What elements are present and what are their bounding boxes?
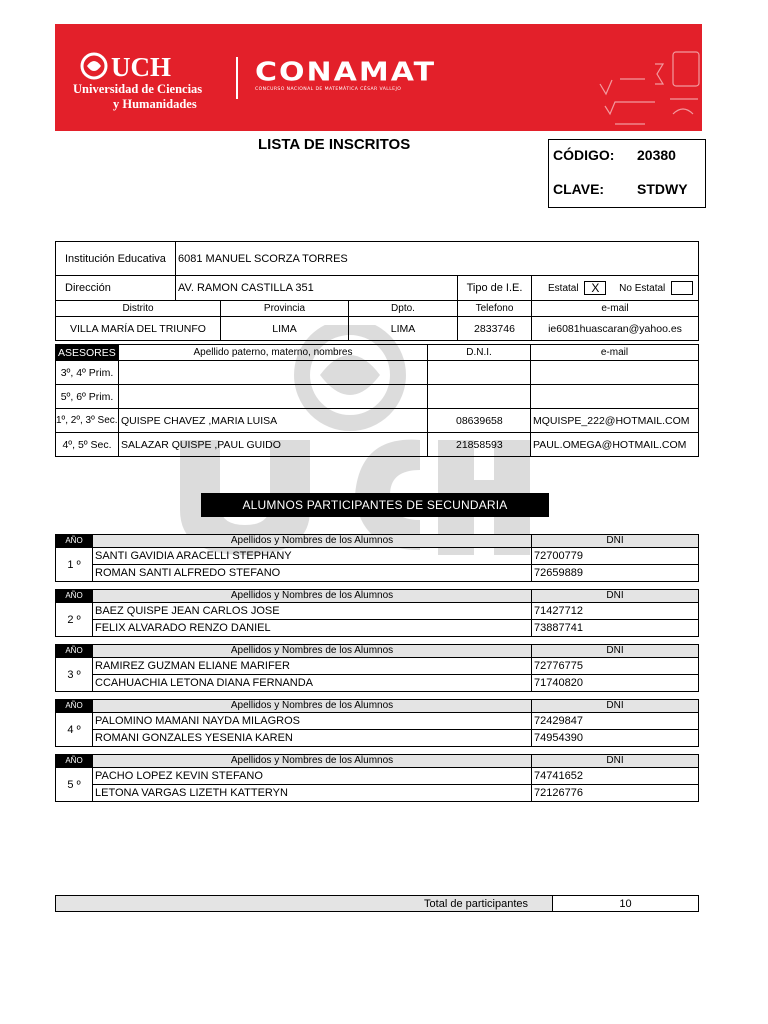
section-title: ALUMNOS PARTICIPANTES DE SECUNDARIA [201, 493, 549, 517]
conamat-name: CONAMAT [255, 57, 437, 88]
ie-row [56, 242, 699, 276]
student-name: ROMANI GONZALES YESENIA KAREN [93, 730, 532, 747]
asesor-dni: 08639658 [428, 409, 531, 433]
names-header: Apellidos y Nombres de los Alumnos [93, 700, 532, 713]
dpto-header: Dpto. [349, 301, 458, 317]
distrito-header: Distrito [56, 301, 221, 317]
student-row [56, 768, 699, 785]
anio-header: AÑO [56, 590, 93, 603]
clave-label: CLAVE: [553, 181, 605, 197]
provincia-header: Provincia [221, 301, 349, 317]
asesores-label: ASESORES [56, 345, 119, 361]
asesor-row [56, 409, 699, 433]
student-dni: 71427712 [532, 603, 699, 620]
no-estatal-checkbox[interactable] [671, 281, 693, 295]
uch-line-2: y Humanidades [113, 97, 197, 111]
student-dni: 72429847 [532, 713, 699, 730]
student-row [56, 730, 699, 747]
student-dni: 72659889 [532, 565, 699, 582]
student-dni: 73887741 [532, 620, 699, 637]
grade-header-row [56, 645, 699, 658]
no-estatal-label: No Estatal [619, 282, 666, 294]
student-row [56, 785, 699, 802]
asesor-name [119, 361, 428, 385]
asesor-email-header: e-mail [531, 345, 699, 361]
ie-value: 6081 MANUEL SCORZA TORRES [176, 242, 699, 276]
dni-header: DNI [532, 755, 699, 768]
student-name: LETONA VARGAS LIZETH KATTERYN [93, 785, 532, 802]
dpto-value: LIMA [349, 317, 458, 341]
asesor-level: 3º, 4º Prim. [56, 361, 119, 385]
asesor-name: SALAZAR QUISPE ,PAUL GUIDO [119, 433, 428, 457]
asesor-row [56, 361, 699, 385]
asesor-email: PAUL.OMEGA@HOTMAIL.COM [531, 433, 699, 457]
student-dni: 72776775 [532, 658, 699, 675]
asesor-level: 4º, 5º Sec. [56, 433, 119, 457]
estatal-label: Estatal [548, 282, 579, 294]
grade-header-row [56, 590, 699, 603]
asesores-header-row [56, 345, 699, 361]
asesor-row [56, 433, 699, 457]
header-banner [55, 24, 702, 131]
estatal-checkbox[interactable]: X [584, 281, 606, 295]
direccion-value: AV. RAMON CASTILLA 351 [176, 276, 458, 301]
grade-4-table [55, 699, 699, 747]
anio-header: AÑO [56, 755, 93, 768]
uch-emblem-icon [77, 52, 111, 80]
student-row [56, 675, 699, 692]
asesor-dni: 21858593 [428, 433, 531, 457]
dni-header: DNI [532, 590, 699, 603]
grade-header-row [56, 755, 699, 768]
tipo-ie-label: Tipo de I.E. [458, 276, 532, 301]
grade-3-table [55, 644, 699, 692]
asesor-level: 5º, 6º Prim. [56, 385, 119, 409]
grade-label: 2 º [56, 603, 93, 637]
total-row [56, 896, 699, 912]
location-header-row [56, 301, 699, 317]
telefono-header: Telefono [458, 301, 532, 317]
student-name: RAMIREZ GUZMAN ELIANE MARIFER [93, 658, 532, 675]
codigo-value: 20380 [637, 147, 676, 163]
asesor-level: 1º, 2º, 3º Sec. [56, 409, 119, 433]
grade-label: 1 º [56, 548, 93, 582]
total-table [55, 895, 699, 912]
student-dni: 72126776 [532, 785, 699, 802]
asesor-dni [428, 361, 531, 385]
student-row [56, 603, 699, 620]
student-name: PACHO LOPEZ KEVIN STEFANO [93, 768, 532, 785]
dni-header: DNI [532, 700, 699, 713]
grade-label: 4 º [56, 713, 93, 747]
total-label: Total de participantes [56, 896, 553, 912]
code-box [548, 139, 706, 208]
anio-header: AÑO [56, 645, 93, 658]
student-row [56, 565, 699, 582]
names-header: Apellidos y Nombres de los Alumnos [93, 590, 532, 603]
math-formula-decoration-icon [595, 44, 702, 131]
asesor-name [119, 385, 428, 409]
asesor-row [56, 385, 699, 409]
uch-logo [71, 50, 231, 110]
provincia-value: LIMA [221, 317, 349, 341]
distrito-value: VILLA MARÍA DEL TRIUNFO [56, 317, 221, 341]
student-name: ROMAN SANTI ALFREDO STEFANO [93, 565, 532, 582]
codigo-label: CÓDIGO: [553, 147, 615, 163]
asesor-dni-header: D.N.I. [428, 345, 531, 361]
grade-header-row [56, 535, 699, 548]
asesor-email [531, 361, 699, 385]
asesores-table [55, 344, 699, 457]
asesor-name-header: Apellido paterno, materno, nombres [119, 345, 428, 361]
asesor-email: MQUISPE_222@HOTMAIL.COM [531, 409, 699, 433]
grade-2-table [55, 589, 699, 637]
banner-divider [236, 57, 238, 99]
direccion-row [56, 276, 699, 301]
names-header: Apellidos y Nombres de los Alumnos [93, 755, 532, 768]
asesor-name: QUISPE CHAVEZ ,MARIA LUISA [119, 409, 428, 433]
grade-label: 3 º [56, 658, 93, 692]
dni-header: DNI [532, 645, 699, 658]
student-dni: 74954390 [532, 730, 699, 747]
names-header: Apellidos y Nombres de los Alumnos [93, 535, 532, 548]
student-name: SANTI GAVIDIA ARACELLI STEPHANY [93, 548, 532, 565]
location-values-row [56, 317, 699, 341]
student-row [56, 548, 699, 565]
conamat-logo [255, 57, 437, 92]
grade-1-table [55, 534, 699, 582]
clave-value: STDWY [637, 181, 688, 197]
dni-header: DNI [532, 535, 699, 548]
student-dni: 72700779 [532, 548, 699, 565]
names-header: Apellidos y Nombres de los Alumnos [93, 645, 532, 658]
asesor-email [531, 385, 699, 409]
conamat-subtitle: CONCURSO NACIONAL DE MATEMÁTICA CÉSAR VALLEJO [255, 87, 402, 92]
student-name: BAEZ QUISPE JEAN CARLOS JOSE [93, 603, 532, 620]
anio-header: AÑO [56, 535, 93, 548]
student-name: FELIX ALVARADO RENZO DANIEL [93, 620, 532, 637]
institution-table [55, 241, 699, 341]
student-dni: 71740820 [532, 675, 699, 692]
grade-label: 5 º [56, 768, 93, 802]
tipo-ie-options [532, 276, 699, 301]
ie-label: Institución Educativa [56, 242, 176, 276]
email-value: ie6081huascaran@yahoo.es [532, 317, 699, 341]
page-title: LISTA DE INSCRITOS [258, 136, 411, 153]
direccion-label: Dirección [56, 276, 176, 301]
telefono-value: 2833746 [458, 317, 532, 341]
grade-5-table [55, 754, 699, 802]
asesor-dni [428, 385, 531, 409]
student-row [56, 620, 699, 637]
total-value: 10 [553, 896, 699, 912]
student-row [56, 713, 699, 730]
uch-line-1: Universidad de Ciencias [73, 82, 203, 96]
student-dni: 74741652 [532, 768, 699, 785]
student-row [56, 658, 699, 675]
uch-name: UCH [111, 52, 171, 82]
student-name: PALOMINO MAMANI NAYDA MILAGROS [93, 713, 532, 730]
student-name: CCAHUACHIA LETONA DIANA FERNANDA [93, 675, 532, 692]
anio-header: AÑO [56, 700, 93, 713]
grade-header-row [56, 700, 699, 713]
email-header: e-mail [532, 301, 699, 317]
